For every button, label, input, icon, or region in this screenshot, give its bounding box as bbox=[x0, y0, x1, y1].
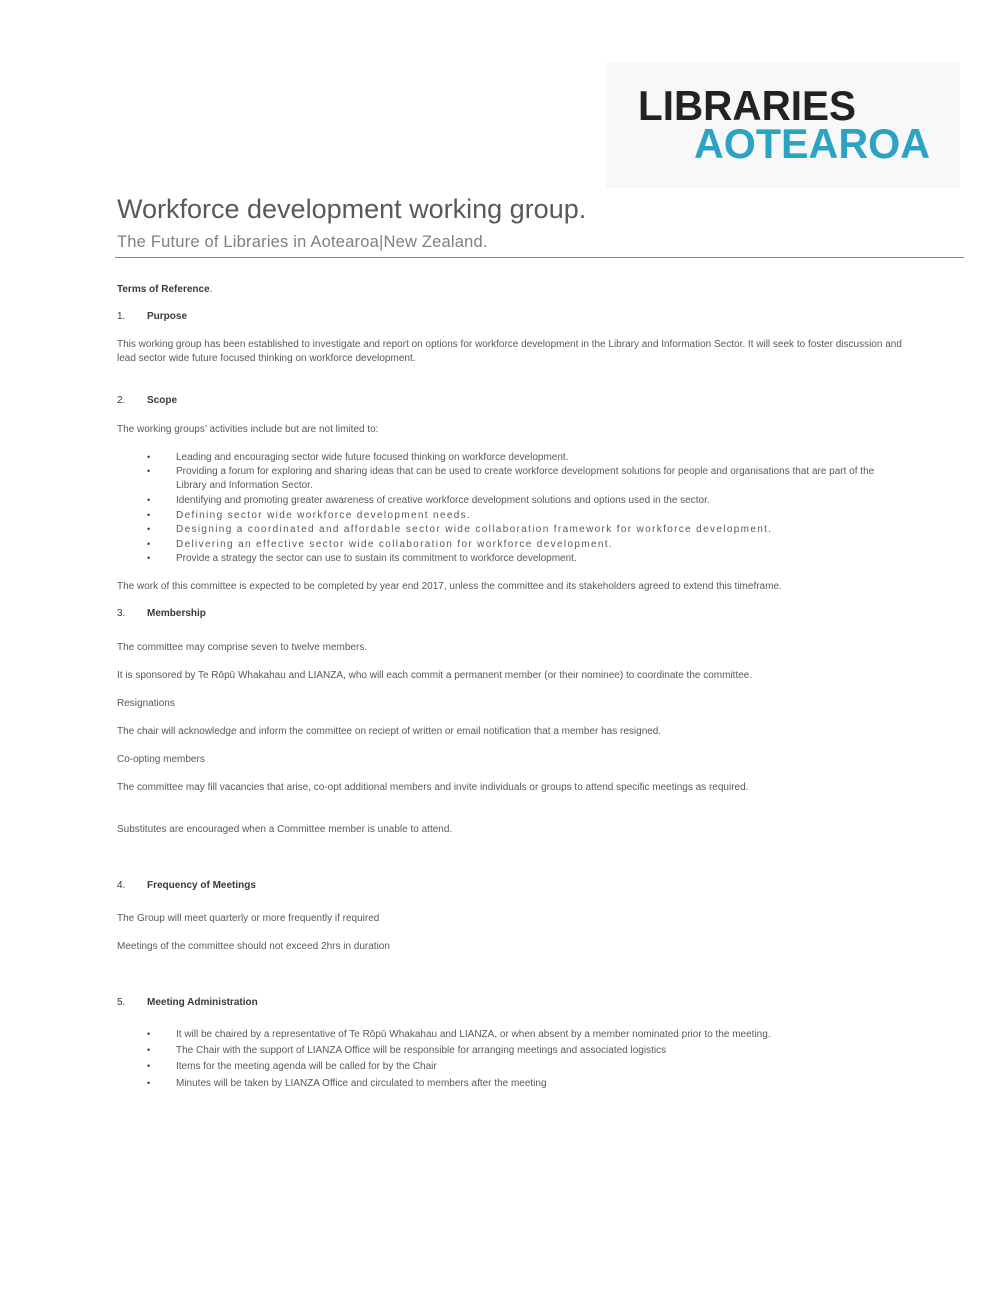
coopting-text: The committee may fill vacancies that arise, co-opt additional members and invite individuals or groups to attend specific meetings as required. bbox=[117, 782, 749, 793]
bullet-icon: • bbox=[147, 1029, 151, 1039]
bullet-icon: • bbox=[147, 524, 151, 534]
membership-text: The committee may comprise seven to twelve members. bbox=[117, 642, 368, 653]
scope-item: Leading and encouraging sector wide future focused thinking on workforce development. bbox=[176, 452, 569, 463]
bullet-icon: • bbox=[147, 510, 151, 520]
logo-mark bbox=[606, 62, 960, 188]
section-number: 1. bbox=[117, 311, 126, 322]
section-number: 5. bbox=[117, 997, 126, 1008]
terms-of-reference-label: Terms of Reference. bbox=[117, 284, 213, 295]
scope-item: Providing a forum for exploring and sharing ideas that can be used to create workforce development solutions for people and organisations that are part of the Library and Information Sector. bbox=[176, 466, 875, 491]
scope-heading: Scope bbox=[147, 395, 178, 406]
libraries-aotearoa-logo bbox=[606, 62, 960, 188]
bullet-icon: • bbox=[147, 495, 151, 505]
admin-item: It will be chaired by a representative of Te Rōpū Whakahau and LIANZA, or when absent by a member nominated prior to the meeting. bbox=[176, 1029, 771, 1040]
resignations-text: The chair will acknowledge and inform the committee on reciept of written or email notification that a member has resigned. bbox=[117, 726, 662, 737]
logo-line-1: LIBRARIES bbox=[638, 82, 856, 129]
bullet-icon: • bbox=[147, 539, 151, 549]
admin-item: Minutes will be taken by LIANZA Office and circulated to members after the meeting bbox=[176, 1078, 547, 1089]
admin-heading: Meeting Administration bbox=[147, 997, 258, 1008]
admin-item: Items for the meeting agenda will be called for by the Chair bbox=[176, 1061, 437, 1072]
scope-item: Defining sector wide workforce development needs. bbox=[176, 510, 472, 521]
scope-item: Designing a coordinated and affordable sector wide collaboration framework for workforce development. bbox=[176, 524, 773, 535]
admin-item: The Chair with the support of LIANZA Office will be responsible for arranging meetings and associated logistics bbox=[176, 1045, 667, 1056]
scope-item: Delivering an effective sector wide collaboration for workforce development. bbox=[176, 539, 614, 550]
scope-item: Identifying and promoting greater awareness of creative workforce development solutions and options used in the sector. bbox=[176, 495, 710, 506]
bullet-icon: • bbox=[147, 553, 151, 563]
frequency-text: Meetings of the committee should not exceed 2hrs in duration bbox=[117, 941, 390, 952]
membership-text: It is sponsored by Te Rōpū Whakahau and LIANZA, who will each commit a permanent member (or their nominee) to coordinate the committee. bbox=[117, 670, 753, 681]
purpose-text: This working group has been established to investigate and report on options for workforce development in the Library and Information Sector. It will seek to foster discussion and lead sector wide future focused thinking on workforce development. bbox=[117, 339, 902, 364]
membership-heading: Membership bbox=[147, 608, 206, 619]
scope-item: Provide a strategy the sector can use to sustain its commitment to workforce development. bbox=[176, 553, 577, 564]
page-title: Workforce development working group. bbox=[117, 194, 587, 224]
bullet-icon: • bbox=[147, 452, 151, 462]
scope-closing: The work of this committee is expected to be completed by year end 2017, unless the committee and its stakeholders agreed to extend this timeframe. bbox=[117, 581, 782, 592]
bullet-icon: • bbox=[147, 1061, 151, 1071]
section-number: 2. bbox=[117, 395, 126, 406]
bullet-icon: • bbox=[147, 466, 151, 476]
bullet-icon: • bbox=[147, 1078, 151, 1088]
frequency-heading: Frequency of Meetings bbox=[147, 880, 256, 891]
section-number: 3. bbox=[117, 608, 126, 619]
coopting-label: Co-opting members bbox=[117, 754, 205, 765]
page-subtitle: The Future of Libraries in Aotearoa|New Zealand. bbox=[117, 233, 488, 251]
resignations-label: Resignations bbox=[117, 698, 175, 709]
logo-line-2: AOTEAROA bbox=[694, 120, 930, 167]
purpose-heading: Purpose bbox=[147, 311, 188, 322]
scope-intro: The working groups’ activities include but are not limited to: bbox=[117, 424, 379, 435]
substitutes-text: Substitutes are encouraged when a Committee member is unable to attend. bbox=[117, 824, 453, 835]
frequency-text: The Group will meet quarterly or more frequently if required bbox=[117, 913, 380, 924]
header-divider bbox=[115, 257, 964, 258]
bullet-icon: • bbox=[147, 1045, 151, 1055]
section-number: 4. bbox=[117, 880, 126, 891]
